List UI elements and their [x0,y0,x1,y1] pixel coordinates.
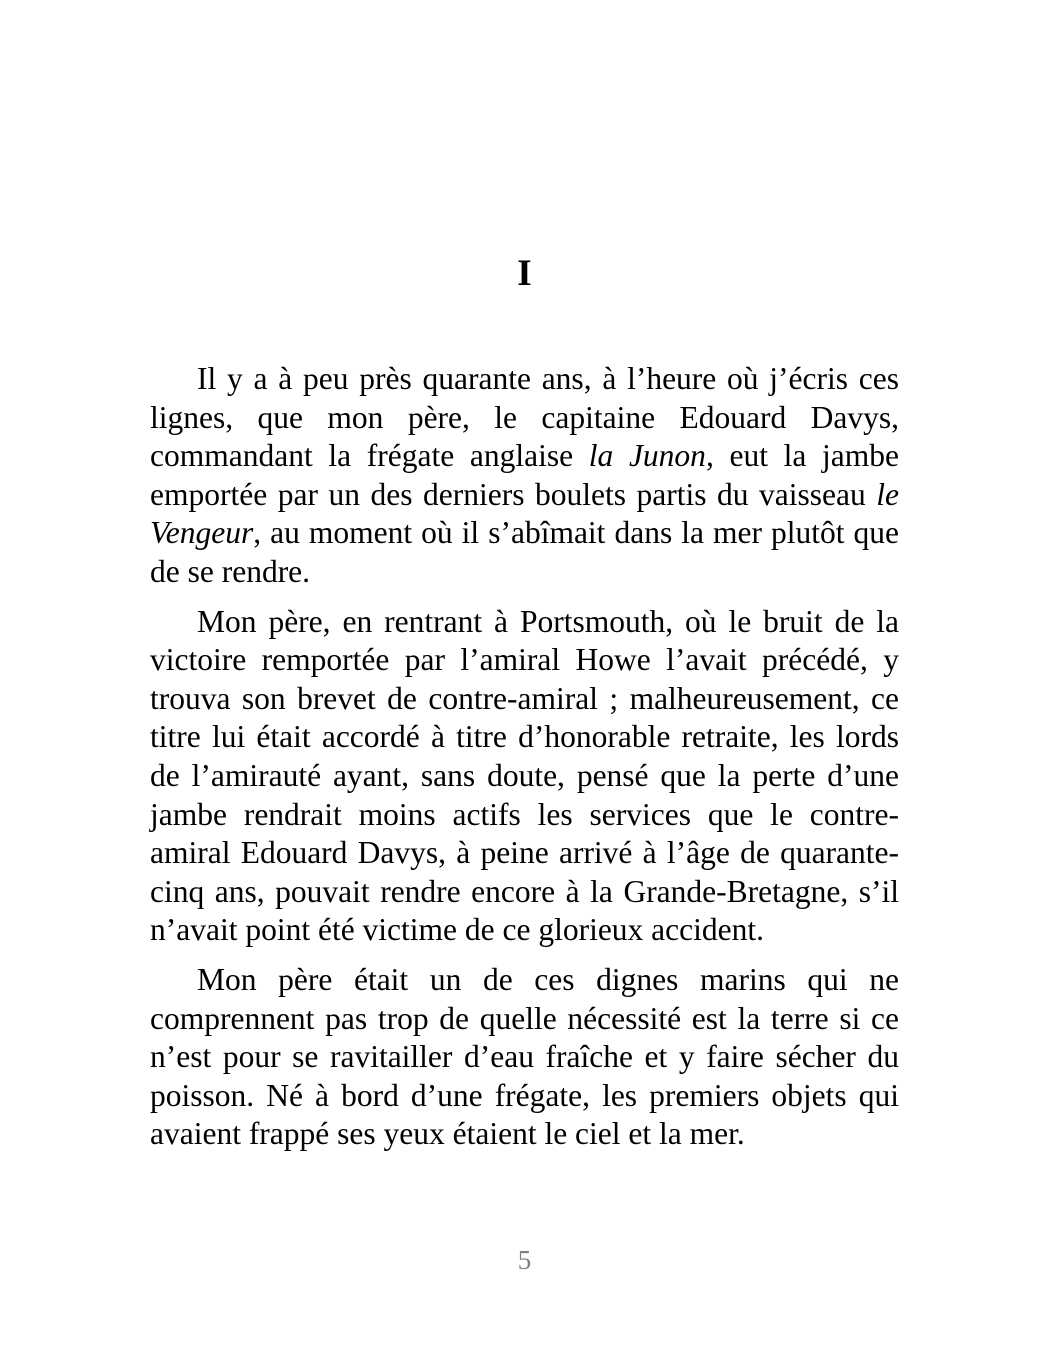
paragraph-text: , eut la jambe emportée par un des derniers boulets partis du vaisseau [150,438,900,512]
italic-title-text: la Junon [588,438,706,474]
chapter-text [150,360,899,1165]
italic-title-text: le Vengeur [150,476,899,551]
paragraph-3 [150,961,899,1154]
paragraph-text: Il y a à peu près quarante ans, à l’heure où j’écris ces lignes, que mon père, le capitaine Edouard Davys, commandant la frégate anglaise [150,361,899,474]
chapter-title: I [517,253,532,294]
book-page [150,0,899,1350]
paragraph-text: Mon père était un de ces dignes marins qui ne comprennent pas trop de quelle nécessité est la terre si ce n’est pour se ravitailler d’eau fraîche et y faire sécher du poisson. Né à bord d’une frégate, les premiers objets qui avaient frappé ses yeux étaient le ciel et la mer. [150,961,899,1152]
paragraph-text: , au moment où il s’abîmait dans la mer plutôt que de se rendre. [150,515,899,589]
page-number: 5 [517,1245,532,1275]
paragraph-text: Mon père, en rentrant à Portsmouth, où le bruit de la victoire remportée par l’amiral Howe l’avait précédé, y trouva son brevet de contre-amiral ; malheureusement, ce titre lui était accordé à titre d’honorable retraite, les lords de l’amirauté ayant, sans doute, pensé que la perte d’une jambe rendrait moins actifs les services que le contre-amiral Edouard Davys, à peine arrivé à l’âge de quarante-cinq ans, pouvait rendre encore à la Grande-Bretagne, s’il n’avait point été victime de ce glorieux accident. [150,603,899,948]
paragraph-2 [150,603,899,950]
paragraph-1 [150,360,899,592]
